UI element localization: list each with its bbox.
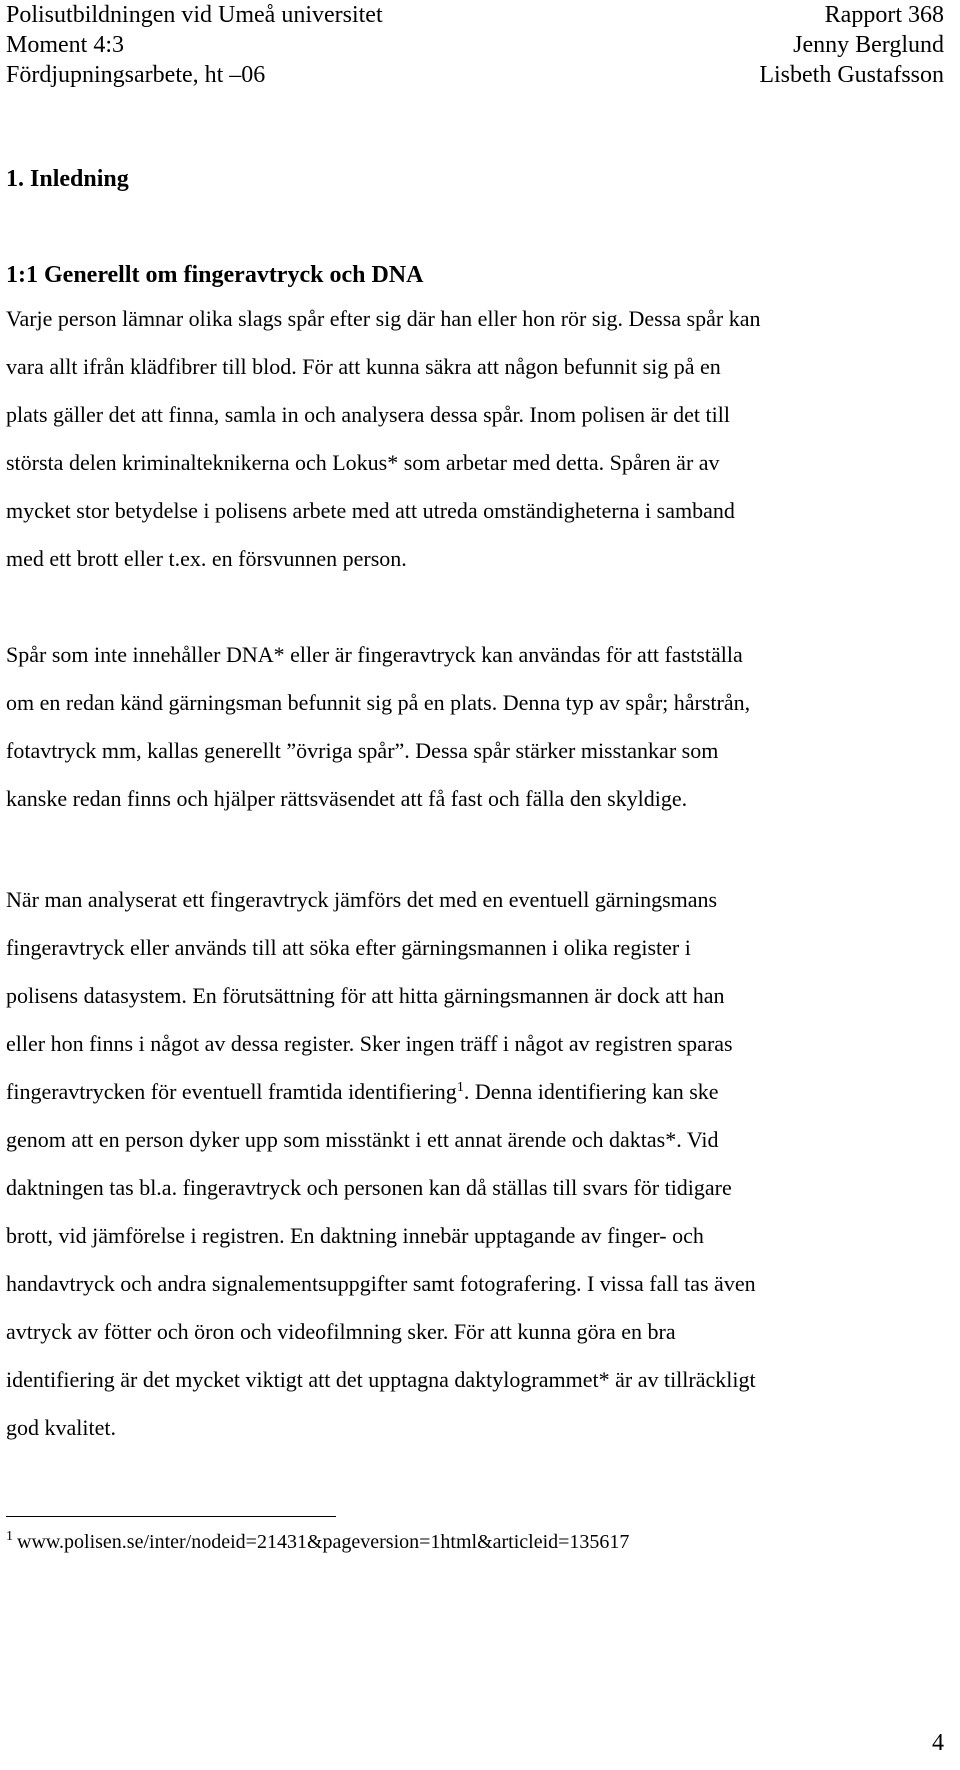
paragraph-line: brott, vid jämförelse i registren. En daktning innebär upptagande av finger- och [6, 1223, 704, 1248]
header-author-1: Jenny Berglund [793, 32, 944, 58]
paragraph-line-with-footnote [6, 1068, 946, 1116]
footnote [6, 1531, 629, 1554]
header-report: Rapport 368 [824, 2, 944, 28]
paragraph-3 [6, 876, 946, 1452]
paragraph-line: genom att en person dyker upp som misstänkt i ett annat ärende och daktas*. Vid [6, 1127, 719, 1152]
paragraph-line: vara allt ifrån klädfibrer till blod. För att kunna säkra att någon befunnit sig på en [6, 354, 721, 379]
page-number: 4 [932, 1730, 944, 1756]
paragraph-line: Varje person lämnar olika slags spår efter sig där han eller hon rör sig. Dessa spår kan [6, 306, 761, 331]
paragraph-line: polisens datasystem. En förutsättning för att hitta gärningsmannen är dock att han [6, 983, 725, 1008]
header-author-2: Lisbeth Gustafsson [759, 62, 944, 88]
paragraph-2 [6, 631, 946, 823]
paragraph-line: Spår som inte innehåller DNA* eller är fingeravtryck kan användas för att fastställa [6, 642, 743, 667]
paragraph-line: identifiering är det mycket viktigt att det upptagna daktylogrammet* är av tillräckligt [6, 1367, 756, 1392]
paragraph-line: fingeravtryck eller används till att söka efter gärningsmannen i olika register i [6, 935, 691, 960]
paragraph-line: god kvalitet. [6, 1415, 116, 1440]
section-heading: 1. Inledning [6, 166, 129, 192]
page-header-right [759, 0, 944, 90]
footnote-number: 1 [6, 1529, 13, 1544]
paragraph-line: plats gäller det att finna, samla in och analysera dessa spår. Inom polisen är det till [6, 402, 730, 427]
footnote-divider [6, 1516, 336, 1517]
line-text: . Denna identifiering kan ske [463, 1079, 719, 1104]
paragraph-line: största delen kriminalteknikerna och Lokus* som arbetar med detta. Spåren är av [6, 450, 720, 475]
paragraph-1 [6, 295, 946, 583]
header-course: Fördjupningsarbete, ht –06 [6, 62, 266, 88]
header-moment: Moment 4:3 [6, 32, 124, 58]
line-text: fingeravtrycken för eventuell framtida identifiering [6, 1079, 457, 1104]
page-header-left [6, 0, 383, 90]
header-institution: Polisutbildningen vid Umeå universitet [6, 2, 383, 28]
paragraph-line: om en redan känd gärningsman befunnit sig på en plats. Denna typ av spår; hårstrån, [6, 690, 751, 715]
subsection-heading: 1:1 Generellt om fingeravtryck och DNA [6, 262, 424, 288]
paragraph-line: med ett brott eller t.ex. en försvunnen person. [6, 546, 407, 571]
paragraph-line: När man analyserat ett fingeravtryck jämförs det med en eventuell gärningsmans [6, 887, 718, 912]
paragraph-line: fotavtryck mm, kallas generellt ”övriga spår”. Dessa spår stärker misstankar som [6, 738, 719, 763]
paragraph-line: eller hon finns i något av dessa register. Sker ingen träff i något av registren sparas [6, 1031, 733, 1056]
paragraph-line: handavtryck och andra signalementsuppgifter samt fotografering. I vissa fall tas även [6, 1271, 756, 1296]
paragraph-line: mycket stor betydelse i polisens arbete med att utreda omständigheterna i samband [6, 498, 735, 523]
footnote-link[interactable]: www.polisen.se/inter/nodeid=21431&pageversion=1html&articleid=135617 [17, 1531, 630, 1553]
paragraph-line: kanske redan finns och hjälper rättsväsendet att få fast och fälla den skyldige. [6, 786, 688, 811]
paragraph-line: avtryck av fötter och öron och videofilmning sker. För att kunna göra en bra [6, 1319, 676, 1344]
footnote-reference[interactable]: 1 [456, 1080, 464, 1095]
paragraph-line: daktningen tas bl.a. fingeravtryck och personen kan då ställas till svars för tidigare [6, 1175, 732, 1200]
